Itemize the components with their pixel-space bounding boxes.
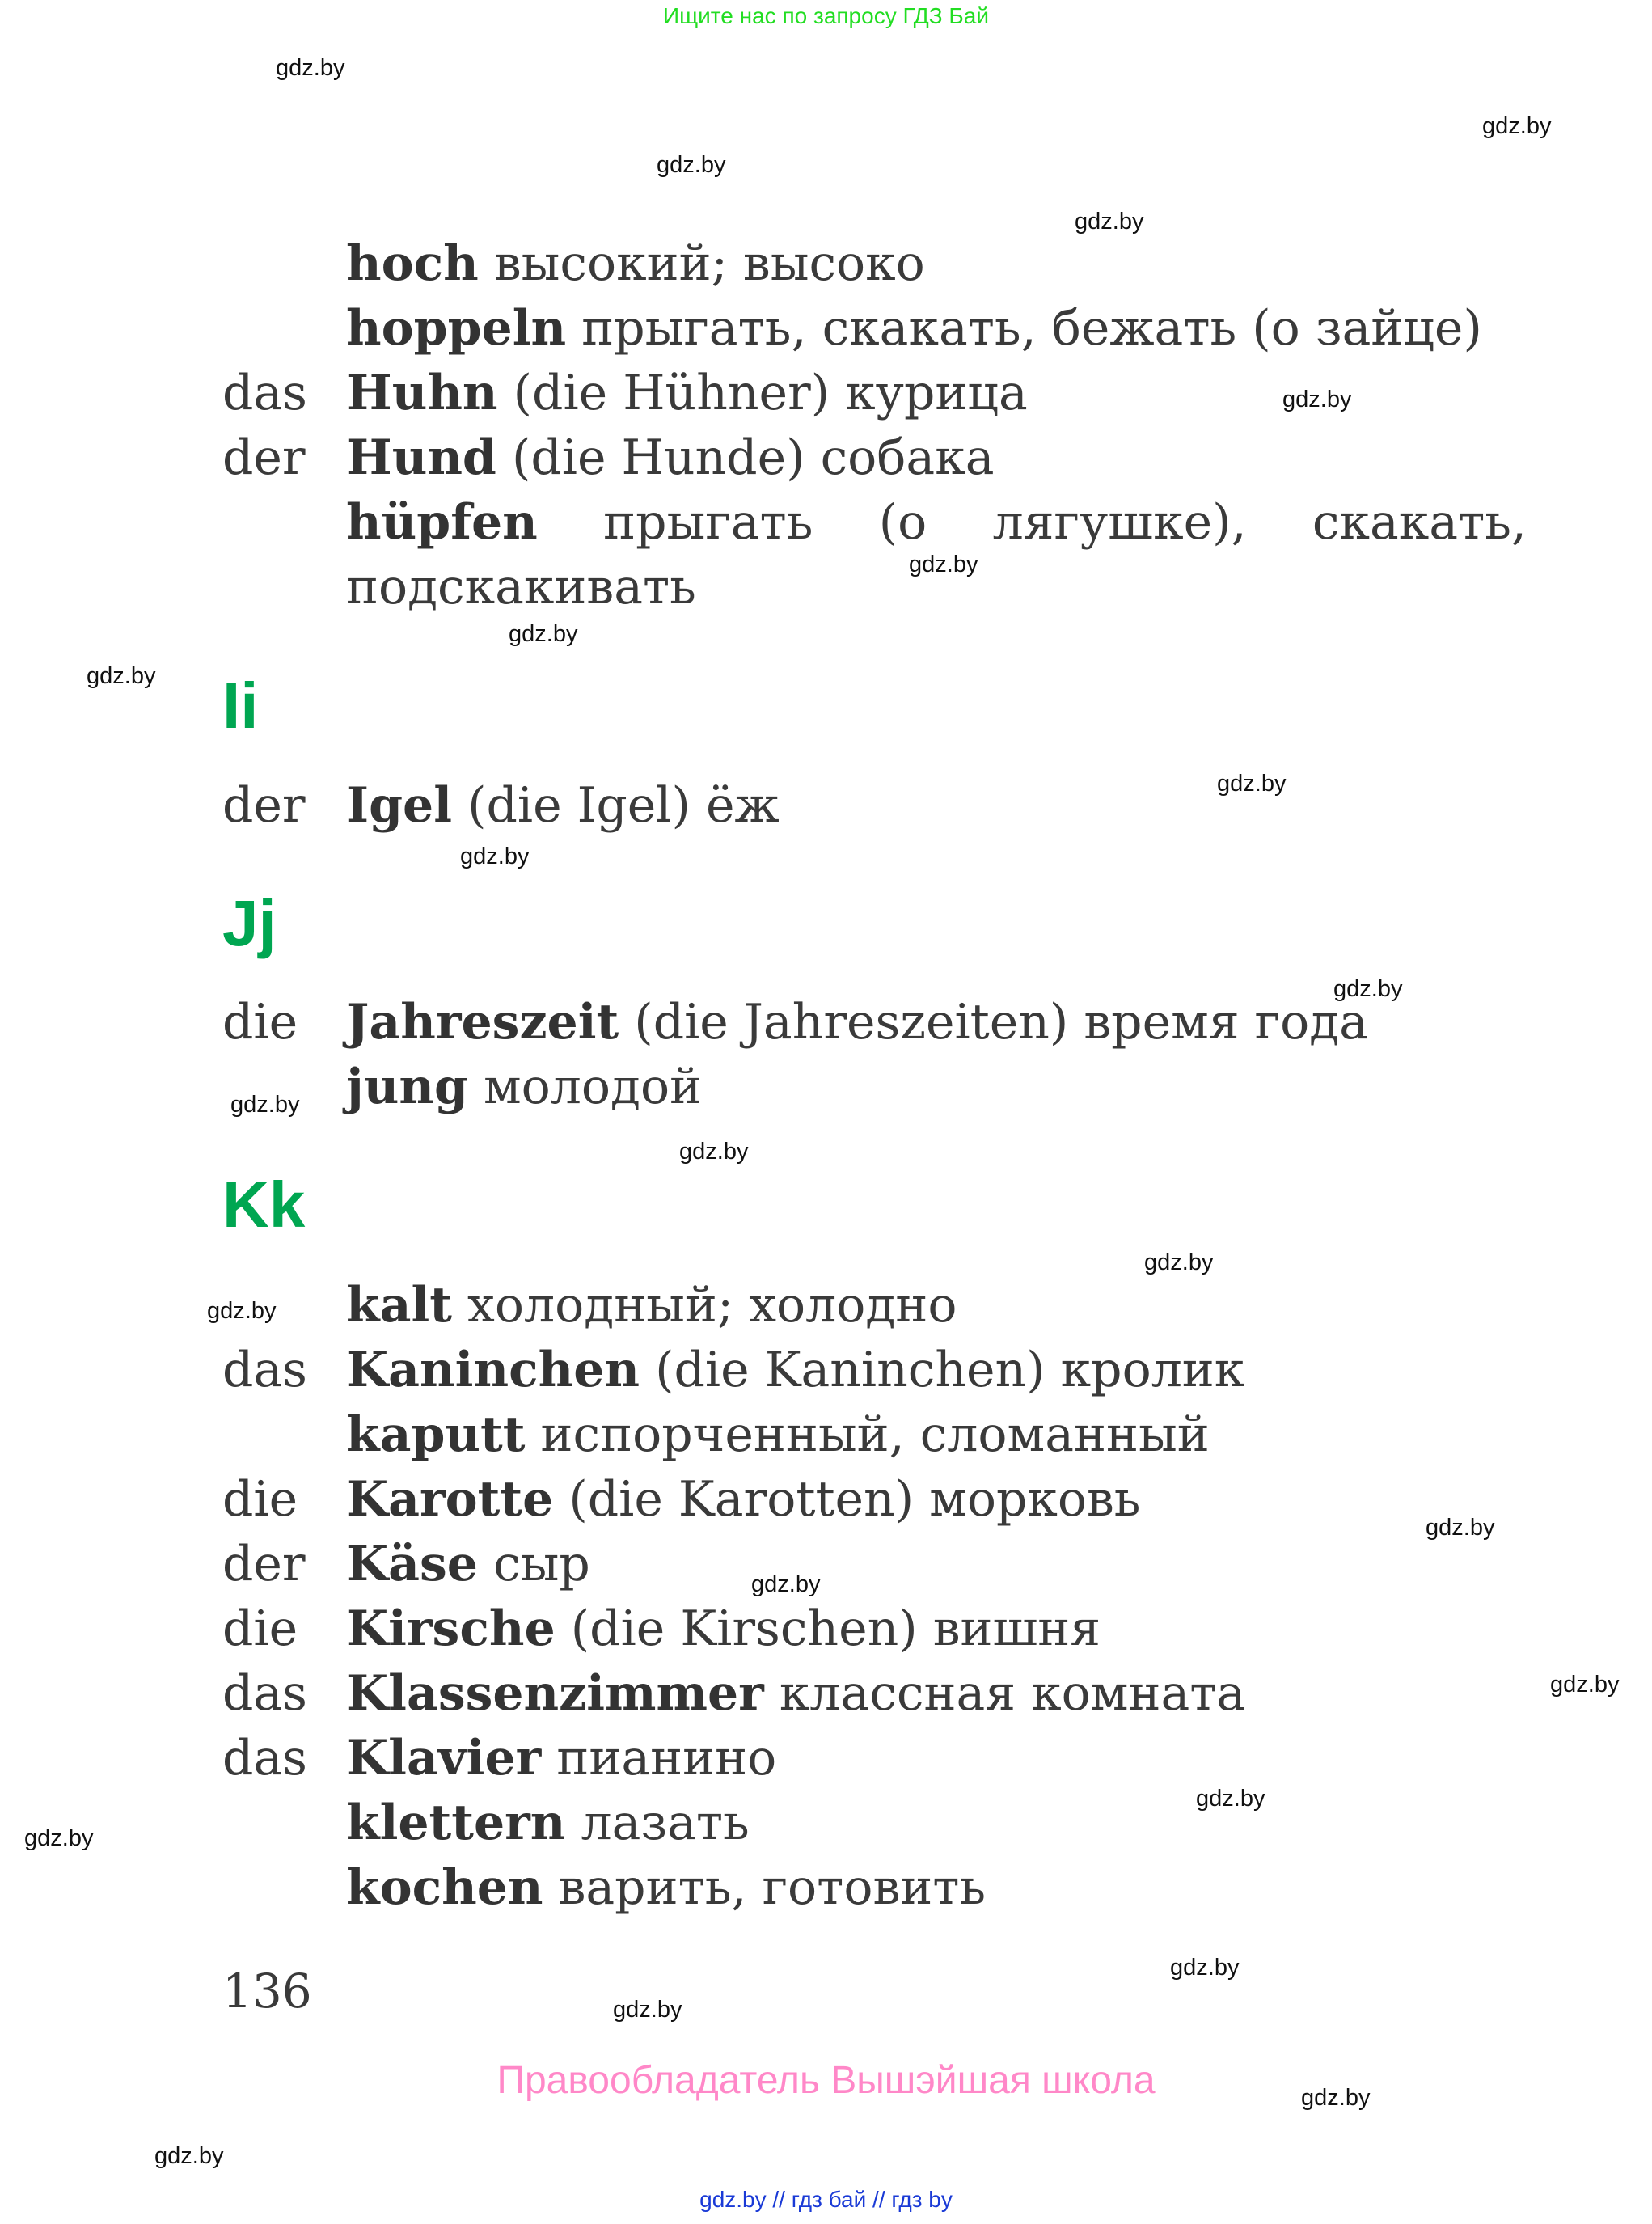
- translation: ёж: [705, 777, 780, 834]
- translation-word: скакать,: [1312, 494, 1527, 551]
- watermark: gdz.by: [613, 1997, 682, 2023]
- article: die: [222, 1471, 298, 1528]
- watermark: gdz.by: [207, 1298, 277, 1324]
- translation: классная комната: [779, 1665, 1246, 1722]
- search-banner: Ищите нас по запросу ГДЗ Бай: [662, 3, 990, 28]
- translation: молодой: [484, 1059, 703, 1115]
- watermark: gdz.by: [657, 152, 726, 178]
- headword: jung: [346, 1059, 468, 1115]
- watermark: gdz.by: [1196, 1786, 1265, 1812]
- translation: курица: [845, 365, 1028, 421]
- headword: Klassenzimmer: [346, 1665, 764, 1722]
- plural-form: (die Kirschen): [570, 1600, 918, 1657]
- copyright-notice: Правообладатель Вышэйшая школа: [496, 2059, 1156, 2102]
- article: der: [222, 1536, 306, 1592]
- translation: холодный; холодно: [467, 1277, 957, 1334]
- headword: Klavier: [346, 1730, 542, 1786]
- watermark: gdz.by: [87, 663, 156, 689]
- article: die: [222, 1600, 298, 1657]
- article: das: [222, 365, 307, 421]
- headword: Karotte: [346, 1471, 554, 1528]
- article: die: [222, 994, 298, 1051]
- article: das: [222, 1665, 307, 1722]
- headword: Hund: [346, 429, 496, 486]
- headword: Kaninchen: [346, 1342, 640, 1398]
- letter-heading-i: Ii: [222, 670, 259, 742]
- headword: Käse: [346, 1536, 478, 1592]
- article: das: [222, 1342, 307, 1398]
- headword: kaputt: [346, 1406, 526, 1463]
- translation: испорченный, сломанный: [540, 1406, 1210, 1463]
- watermark: gdz.by: [1217, 771, 1287, 797]
- letter-heading-k: Kk: [222, 1169, 306, 1241]
- watermark: gdz.by: [1482, 113, 1552, 139]
- headword: Jahreszeit: [346, 994, 619, 1051]
- watermark: gdz.by: [230, 1092, 300, 1118]
- translation: пианино: [556, 1730, 777, 1786]
- plural-form: (die Hühner): [513, 365, 830, 421]
- watermark: gdz.by: [460, 844, 530, 869]
- footer-links[interactable]: gdz.by // гдз бай // гдз by: [699, 2187, 953, 2212]
- translation: вишня: [932, 1600, 1101, 1657]
- watermark: gdz.by: [509, 621, 578, 647]
- watermark: gdz.by: [909, 552, 978, 577]
- translation: варить, готовить: [558, 1859, 987, 1916]
- watermark: gdz.by: [1170, 1955, 1240, 1981]
- letter-heading-j: Jj: [222, 887, 277, 959]
- translation: подскакивать: [346, 559, 696, 615]
- headword: Kirsche: [346, 1600, 556, 1657]
- plural-form: (die Karotten): [568, 1471, 915, 1528]
- watermark: gdz.by: [1282, 387, 1352, 412]
- watermark: gdz.by: [24, 1825, 94, 1851]
- plural-form: (die Igel): [467, 777, 691, 834]
- watermark: gdz.by: [1426, 1515, 1495, 1541]
- headword: hoch: [346, 235, 479, 292]
- plural-form: (die Kaninchen): [655, 1342, 1046, 1398]
- plural-form: (die Hunde): [511, 429, 805, 486]
- translation: время года: [1084, 994, 1368, 1051]
- watermark: gdz.by: [1550, 1672, 1620, 1698]
- watermark: gdz.by: [679, 1139, 749, 1165]
- headword: kalt: [346, 1277, 452, 1334]
- translation: собака: [820, 429, 995, 486]
- article: der: [222, 429, 306, 486]
- watermark: gdz.by: [154, 2143, 224, 2169]
- article: das: [222, 1730, 307, 1786]
- headword: hüpfen: [346, 494, 538, 551]
- headword: Igel: [346, 777, 452, 834]
- headword: klettern: [346, 1795, 566, 1851]
- headword: hoppeln: [346, 300, 567, 357]
- translation: прыгать, скакать, бежать (о зайце): [581, 300, 1482, 357]
- watermark: gdz.by: [1333, 976, 1403, 1002]
- translation: лазать: [581, 1795, 750, 1851]
- article: der: [222, 777, 306, 834]
- plural-form: (die Jahreszeiten): [634, 994, 1069, 1051]
- watermark: gdz.by: [1075, 209, 1144, 235]
- translation-word: (о: [878, 494, 927, 551]
- watermark: gdz.by: [276, 55, 345, 81]
- watermark: gdz.by: [751, 1571, 821, 1597]
- watermark: gdz.by: [1301, 2085, 1371, 2111]
- translation: морковь: [929, 1471, 1141, 1528]
- translation: кролик: [1060, 1342, 1245, 1398]
- translation-word: лягушке),: [992, 494, 1247, 551]
- page-number: 136: [222, 1964, 312, 2019]
- headword: Huhn: [346, 365, 498, 421]
- translation: сыр: [493, 1536, 590, 1592]
- watermark: gdz.by: [1144, 1249, 1214, 1275]
- headword: kochen: [346, 1859, 543, 1916]
- translation-word: прыгать: [603, 494, 813, 551]
- translation: высокий; высоко: [493, 235, 925, 292]
